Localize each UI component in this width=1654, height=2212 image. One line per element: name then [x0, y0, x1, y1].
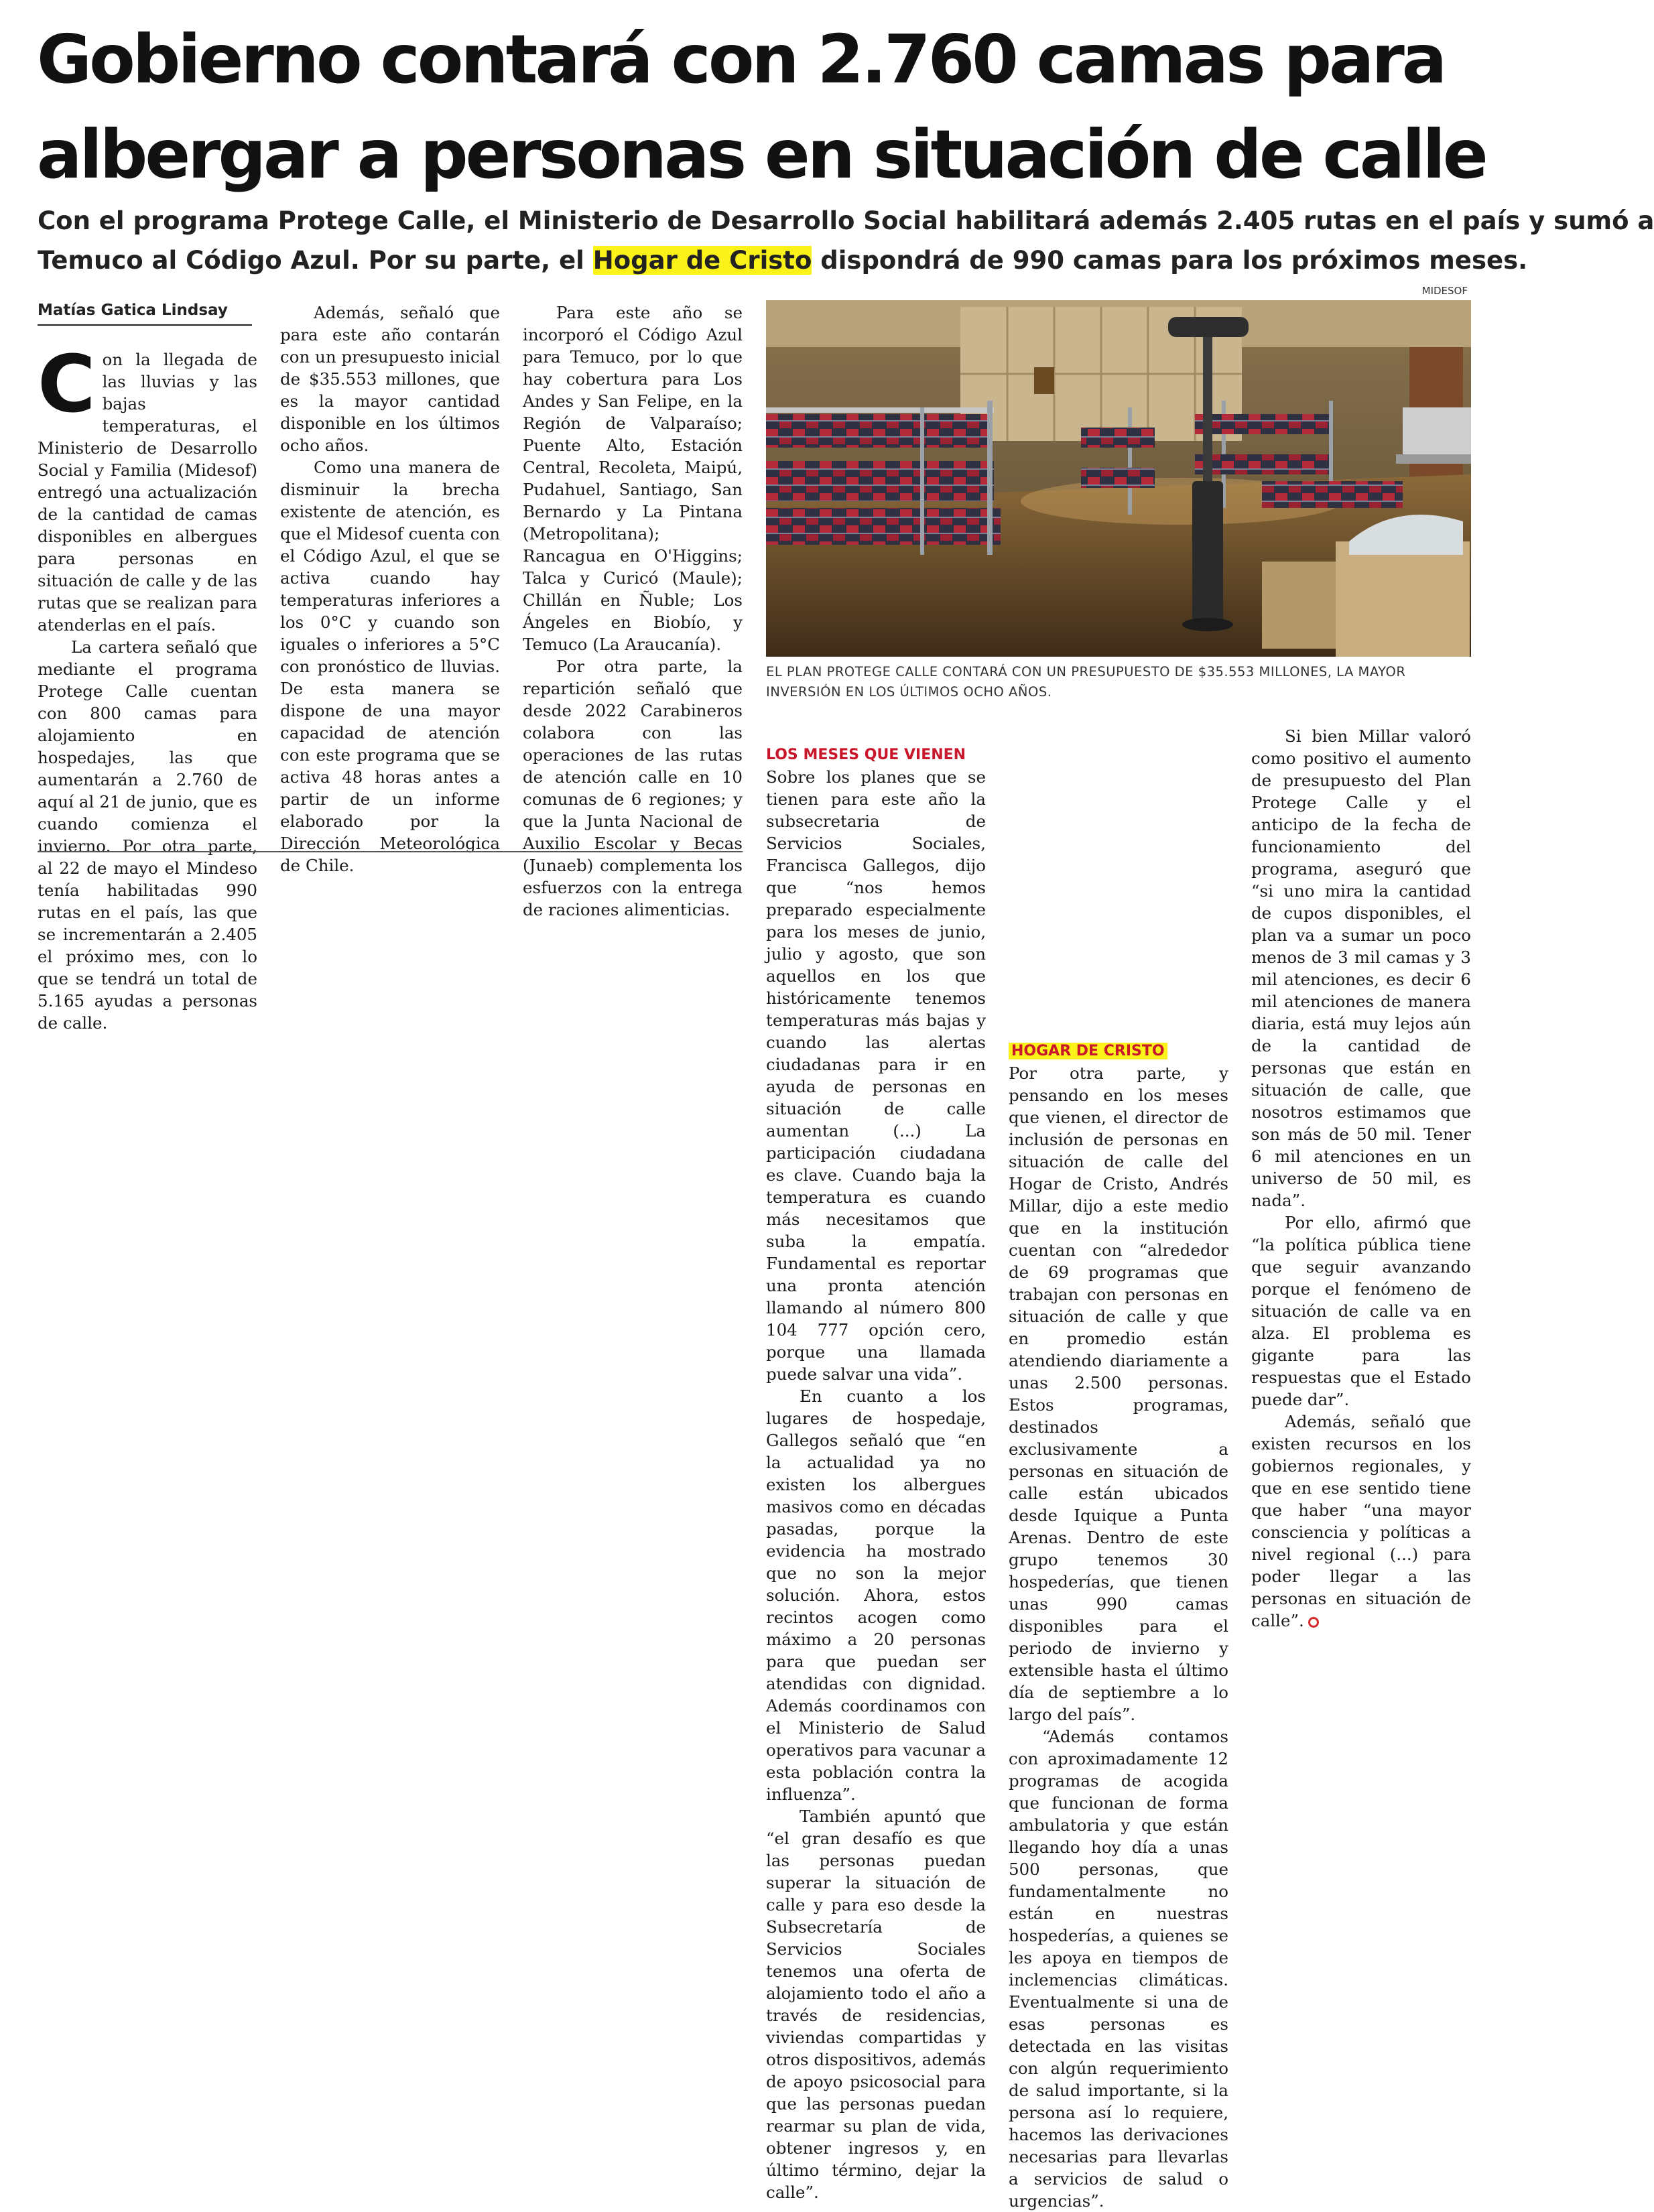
body-paragraph: Para este año se incorporó el Código Azul para Temuco, por lo que hay cobertura para Los Andes y San Felipe, en la Región de Valparaíso; Puente Alto, Estación Central, Recoleta, Maipú, Pudahuel, Santiago, San Bernardo y La Pintana (Metropolitana); Rancagua en O'Higgins; Talca y Curicó (Maule); Chillán en Ñuble; Los Ángeles en Biobío, y Temuco (La Araucanía).	[523, 303, 743, 654]
deck-text-end: dispondrá de 990 camas para los próximos meses.	[812, 246, 1528, 275]
subhead-highlight: HOGAR DE CRISTO	[1009, 1043, 1167, 1059]
body-paragraph: Además, señaló que para este año contarán con un presupuesto inicial de $35.553 millones, que es la mayor cantidad disponible en los últimos ocho años.	[280, 303, 500, 455]
body-paragraph	[38, 338, 257, 636]
paragraph-text: on la llegada de las lluvias y las bajas temperaturas, el Ministerio de Desarrollo Social y Familia (Midesof) entregó una actualización de la cantidad de camas disponibles en albergues para personas en situación de calle y de las rutas que se realizan para atenderlas en el país.	[38, 350, 257, 635]
shelter-dormitory-image	[766, 300, 1471, 657]
body-paragraph: Como una manera de disminuir la brecha existente de atención, es que el Midesof cuenta con el Código Azul, el que se activa cuando hay temperaturas inferiores a los 0°C y cuando son iguales o inferiores a 5°C con pronóstico de lluvias. De esta manera se dispone de una mayor capacidad de atención con este programa que se activa 48 horas antes a partir de un informe elaborado por la Dirección Meteorológica de Chile.	[280, 458, 500, 875]
deck-highlight: Hogar de Cristo	[592, 246, 812, 275]
subhead-hogar-de-cristo	[1009, 1040, 1228, 1062]
photo-caption: EL PLAN PROTEGE CALLE CONTARÁ CON UN PRESUPUESTO DE $35.553 MILLONES, LA MAYOR INVERSIÓN EN LOS ÚLTIMOS OCHO AÑOS.	[766, 664, 1406, 700]
headline-line-1: Gobierno contará con 2.760 camas para	[37, 20, 1445, 99]
byline: Matías Gatica Lindsay	[38, 302, 252, 326]
body-paragraph: Por ello, afirmó que “la política pública tiene que seguir avanzando porque el fenómeno de situación de calle va en alza. El problema es gigante para las respuestas que el Estado puede dar”.	[1251, 1213, 1471, 1409]
body-paragraph: Sobre los planes que se tienen para este año la subsecretaria de Servicios Sociales, Francisca Gallegos, dijo que “nos hemos preparado especialmente para los meses de junio, julio y agosto, que son aquellos en los que históricamente tenemos temperaturas más bajas y cuando las alertas ciudadanas para ir en ayuda de personas en situación de calle aumentan (...) La participación ciudadana es clave. Cuando baja la temperatura es cuando más necesitamos que suba la empatía. Fundamental es reportar una pronta atención llamando al número 800 104 777 opción cero, porque una llamada puede salvar una vida”.	[766, 767, 986, 1384]
article-column-4	[766, 725, 986, 2202]
end-mark-icon	[1308, 1617, 1319, 1628]
body-paragraph	[1251, 1411, 1471, 1632]
body-paragraph: Si bien Millar valoró como positivo el aumento de presupuesto del Plan Protege Calle y el anticipo de la fecha de funcionamiento del programa, aseguró que “si uno mira la cantidad de cupos disponibles, el plan va a sumar un poco menos de 3 mil camas y 3 mil atenciones, es decir 6 mil atenciones de manera diaria, está muy lejos aún de la cantidad de personas que están en situación de calle, que nosotros estimamos que son más de 50 mil. Tener 6 mil atenciones en un universo de 50 mil, es nada”.	[1251, 726, 1471, 1210]
deck-line-1: Con el programa Protege Calle, el Ministerio de Desarrollo Social habilitará además 2.405 rutas en el país y sumó a	[38, 206, 1654, 235]
body-paragraph: La cartera señaló que mediante el programa Protege Calle cuentan con 800 camas para alojamiento en hospedajes, las que aumentarán a 2.760 de aquí al 21 de junio, que es cuando comienza el invierno. Por otra parte, al 22 de mayo el Mindeso tenía habilitadas 990 rutas en el país, las que se incrementarán a 2.405 el próximo mes, con lo que se tendrá un total de 5.165 ayudas a personas de calle.	[38, 637, 257, 1033]
body-paragraph: También apuntó que “el gran desafío es que las personas puedan superar la situación de calle y para eso desde la Subsecretaría de Servicios Sociales tenemos una oferta de alojamiento todo el año a través de residencias, viviendas compartidas y otros dispositivos, además de apoyo psicosocial para que las personas puedan rearmar su plan de vida, obtener ingresos y, en último término, dejar la calle”.	[766, 1807, 986, 2202]
body-paragraph: Por otra parte, y pensando en los meses que vienen, el director de inclusión de personas en situación de calle del Hogar de Cristo, Andrés Millar, dijo a este medio que en la institución cuentan con “alrededor de 69 programas que trabajan con personas en situación de calle y que en promedio están atendiendo diariamente a unas 2.500 personas. Estos programas, destinados exclusivamente a personas en situación de calle están ubicados desde Iquique a Punta Arenas. Dentro de este grupo tenemos 30 hospederías, que tienen unas 990 camas disponibles para el periodo de invierno y extensible hasta el último día de septiembre a lo largo del país”.	[1009, 1063, 1228, 1724]
shelter-photo	[766, 300, 1471, 657]
subhead-los-meses: LOS MESES QUE VIENEN	[766, 746, 966, 763]
article-column-2	[280, 302, 500, 875]
article-column-5	[1009, 725, 1228, 2211]
article-column-3	[523, 302, 743, 919]
deck-line-2	[38, 241, 1539, 280]
article-column-6	[1251, 725, 1471, 1632]
body-paragraph: “Además contamos con aproximadamente 12 programas de acogida que funcionan de forma ambulatoria y que están llegando hoy día a unas 500 personas, que fundamentalmente no están en nuestras hospederías, a quienes se les apoya en tiempos de inclemencias climáticas. Eventualmente si una de esas personas es detectada en las visitas con algún requerimiento de salud importante, si la persona así lo requiere, hacemos las derivaciones necesarias para llevarlas a servicios de salud o urgencias”.	[1009, 1727, 1228, 2211]
deck-text: Temuco al Código Azul. Por su parte, el	[38, 246, 593, 275]
headline	[37, 12, 1525, 202]
article-column-1	[38, 338, 257, 1033]
section-rule	[38, 851, 743, 852]
photo-credit: MIDESOF	[1421, 285, 1468, 297]
body-paragraph: Por otra parte, la repartición señaló que desde 2022 Carabineros colabora con las operaciones de las rutas de atención calle en 10 comunas de 6 regiones; y que la Junta Nacional de Auxilio Escolar y Becas (Junaeb) complementa los esfuerzos con la entrega de raciones alimenticias.	[523, 657, 743, 919]
paragraph-text: Además, señaló que existen recursos en los gobiernos regionales, y que en ese sentido tiene que haber “una mayor consciencia y políticas a nivel regional (...) para poder llegar a las personas en situación de calle”.	[1251, 1412, 1471, 1630]
headline-line-2: albergar a personas en situación de calle	[37, 115, 1486, 194]
body-paragraph: En cuanto a los lugares de hospedaje, Gallegos señaló que “en la actualidad ya no existen los albergues masivos como en décadas pasadas, porque la evidencia ha mostrado que no son la mejor solución. Ahora, estos recintos acogen como máximo a 20 personas para que puedan ser atendidas con dignidad. Además coordinamos con el Ministerio de Salud operativos para vacunar a esta población contra la influenza”.	[766, 1386, 986, 1804]
drop-cap: C	[38, 338, 96, 430]
deck	[38, 201, 1654, 280]
